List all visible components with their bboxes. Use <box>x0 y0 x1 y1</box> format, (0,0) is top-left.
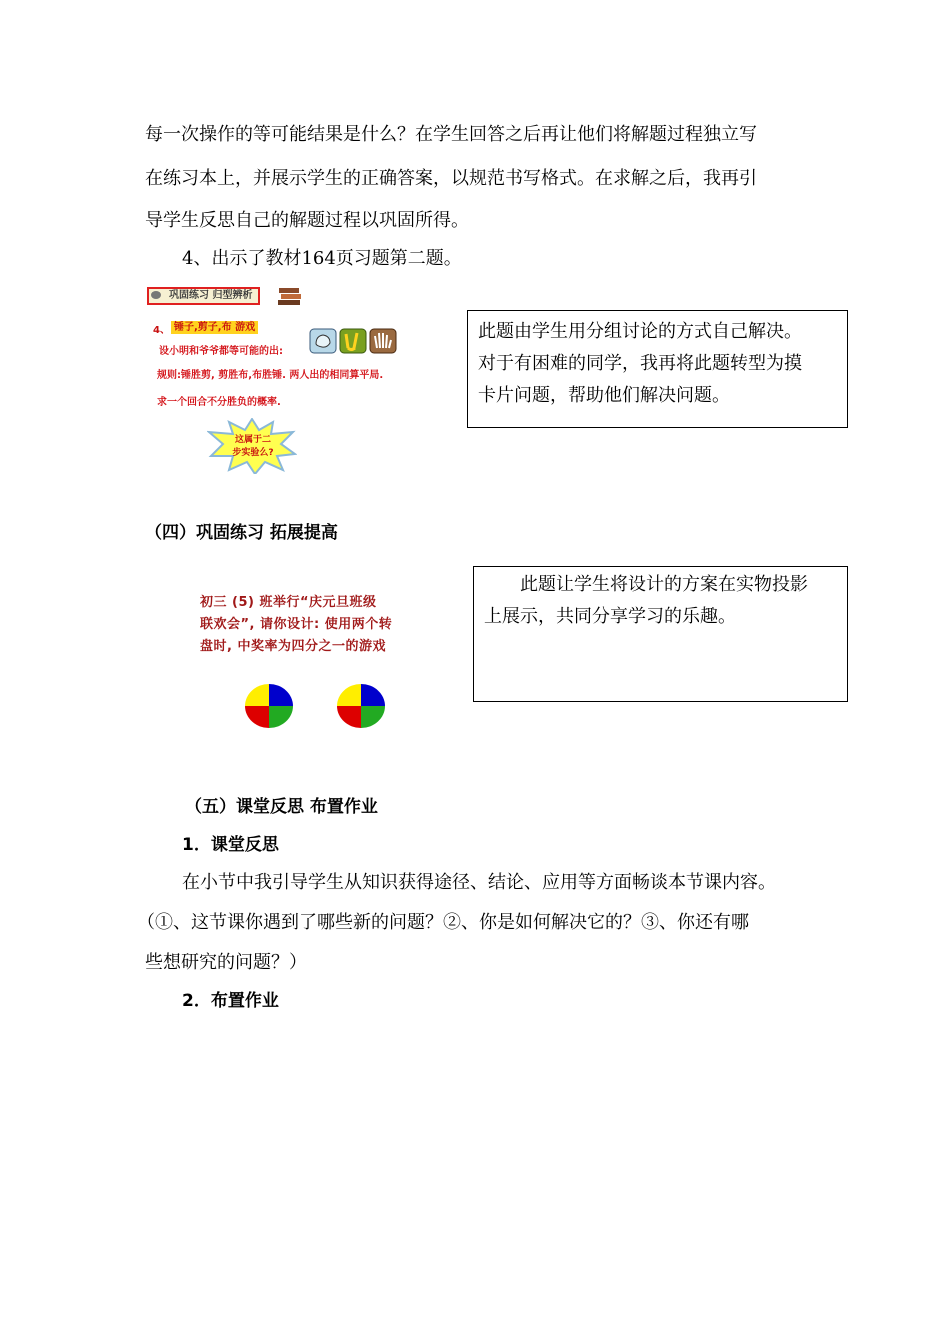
slide-text-line: 盘时, 中奖率为四分之一的游戏 <box>200 639 386 654</box>
fist-icon <box>309 328 337 354</box>
burst-text-line: 步实验么? <box>232 448 274 458</box>
burst-text <box>231 434 275 460</box>
spinner-sector-green <box>269 706 293 728</box>
spinner-wheel <box>245 684 293 728</box>
paragraph-line: 些想研究的问题？） <box>145 952 307 973</box>
palm-icon <box>369 328 397 354</box>
paragraph-line: （①、这节课你遇到了哪些新的问题？②、你是如何解决它的？③、你还有哪 <box>137 912 749 933</box>
comment-line: 上展示，共同分享学习的乐趣。 <box>484 606 736 627</box>
comment-line: 卡片问题，帮助他们解决问题。 <box>478 385 730 406</box>
spinner-sector-red <box>337 706 361 728</box>
paragraph-line: 在小节中我引导学生从知识获得途径、结论、应用等方面畅谈本节课内容。 <box>182 872 776 893</box>
subsection-heading: 2．布置作业 <box>182 991 279 1011</box>
spinner-sector-blue <box>361 684 385 706</box>
game-label: 锤子,剪子,布 游戏 <box>171 321 258 334</box>
comment-line: 此题让学生将设计的方案在实物投影 <box>520 574 808 595</box>
books-icon <box>277 284 303 306</box>
paragraph-line: 4、出示了教材164页习题第二题。 <box>182 248 462 269</box>
bullet-icon <box>151 291 161 299</box>
spinner-left <box>242 682 296 730</box>
section-heading: （四）巩固练习 拓展提高 <box>145 523 338 543</box>
comment-line: 此题由学生用分组讨论的方式自己解决。 <box>478 321 802 342</box>
slide-text <box>200 592 392 658</box>
spinner-sector-yellow <box>245 684 269 706</box>
paragraph-line: 在练习本上，并展示学生的正确答案，以规范书写格式。在求解之后，我再引 <box>145 168 757 189</box>
spinner-sector-green <box>361 706 385 728</box>
comment-box <box>467 310 848 428</box>
spinner-right <box>334 682 388 730</box>
slide-text-line: 设小明和爷爷都等可能的出: <box>159 346 283 357</box>
slide-text-line: 求一个回合不分胜负的概率. <box>157 397 281 408</box>
spinner-wheel <box>337 684 385 728</box>
scissors-icon <box>339 328 367 354</box>
subsection-heading: 1．课堂反思 <box>182 835 279 855</box>
slide-text-line: 联欢会”, 请你设计: 使用两个转 <box>200 617 393 632</box>
section-heading: （五）课堂反思 布置作业 <box>185 797 378 817</box>
slide-text-line: 初三 (5) 班举行“庆元旦班级 <box>200 595 377 610</box>
burst-text-line: 这属于二 <box>234 435 271 445</box>
item-number: 4、 <box>153 325 170 336</box>
slide-image-spinners <box>190 582 470 742</box>
slide-image-rock-paper-scissors <box>145 282 465 482</box>
spinner-sector-blue <box>269 684 293 706</box>
spinner-sector-yellow <box>337 684 361 706</box>
comment-line: 对于有困难的同学，我再将此题转型为摸 <box>478 353 802 374</box>
paragraph-line: 导学生反思自己的解题过程以巩固所得。 <box>145 210 469 231</box>
comment-box <box>473 566 848 702</box>
slide-banner: 巩固练习 归型辨析 <box>147 287 260 305</box>
slide-text-line: 规则:锤胜剪, 剪胜布,布胜锤. 两人出的相同算平局. <box>157 370 384 381</box>
spinner-sector-red <box>245 706 269 728</box>
paragraph-line: 每一次操作的等可能结果是什么？在学生回答之后再让他们将解题过程独立写 <box>145 124 757 145</box>
